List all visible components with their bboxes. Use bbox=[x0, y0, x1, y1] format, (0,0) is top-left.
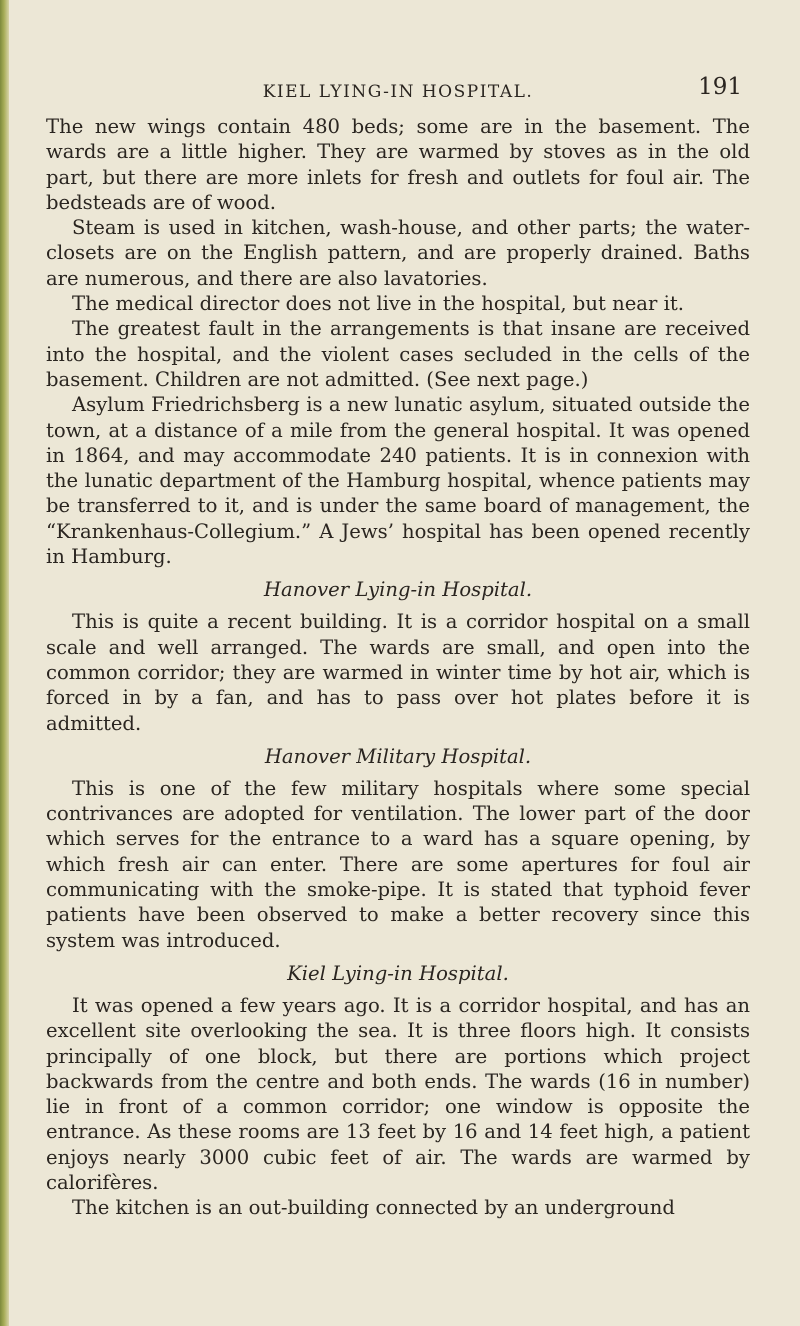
paragraph-new-wings: The new wings contain 480 beds; some are in the basement. The wards are a little higher. They are warmed by stoves as in the old part, but there are more inlets for fresh and outlets for foul air. The bedsteads are of wood. bbox=[46, 115, 750, 214]
paragraph-medical-director: The medical director does not live in the hospital, but near it. bbox=[72, 292, 684, 316]
book-page bbox=[46, 74, 750, 1221]
running-head: KIEL LYING-IN HOSPITAL. bbox=[262, 82, 534, 102]
paragraph-asylum: Asylum Friedrichsberg is a new lunatic asylum, situated outside the town, at a distance of a mile from the general hospital. It was opened in 1864, and may accommodate 240 patients. It is in connexion with the lunatic department of the Hamburg hospital, whence patients may be transferred to it, and is under the same board of management, the “Krankenhaus-Collegium.” A Jews’ hospital has been opened recently in Hamburg. bbox=[46, 393, 750, 569]
paragraph-kitchen: The kitchen is an out-building connected by an underground bbox=[72, 1196, 675, 1220]
section-heading-hanover-lying-in: Hanover Lying-in Hospital. bbox=[263, 578, 533, 602]
paragraph-hanover-military: This is one of the few military hospitals where some special contrivances are adopted for ventilation. The lower part of the door which serves for the entrance to a ward has a square opening, by which fresh air can enter. There are some apertures for foul air communicating with the smoke-pipe. It is stated that typhoid fever patients have been observed to make a better recovery since this system was introduced. bbox=[46, 776, 750, 952]
page-number: 191 bbox=[698, 74, 742, 100]
paragraph-greatest-fault: The greatest fault in the arrangements is that insane are received into the hospital, and the violent cases secluded in the cells of the basement. Children are not admitted. (See next page.) bbox=[46, 317, 750, 391]
book-binding-edge bbox=[0, 0, 9, 1326]
paragraph-steam: Steam is used in kitchen, wash-house, and other parts; the water-closets are on the English pattern, and are properly drained. Baths are numerous, and there are also lavatories. bbox=[46, 216, 750, 290]
page-header bbox=[46, 74, 750, 114]
paragraph-hanover-lying-in: This is quite a recent building. It is a corridor hospital on a small scale and well arranged. The wards are small, and open into the common corridor; they are warmed in winter time by hot air, which is forced in by a fan, and has to pass over hot plates before it is admitted. bbox=[46, 610, 750, 735]
section-heading-kiel-lying-in: Kiel Lying-in Hospital. bbox=[287, 961, 509, 985]
paragraph-kiel-lying-in: It was opened a few years ago. It is a corridor hospital, and has an excellent site overlooking the sea. It is three floors high. It consists principally of one block, but there are portions which project backwards from the centre and both ends. The wards (16 in number) lie in front of a common corridor; one window is opposite the entrance. As these rooms are 13 feet by 16 and 14 feet high, a patient enjoys nearly 3000 cubic feet of air. The wards are warmed by calorifères. bbox=[46, 993, 750, 1194]
section-heading-hanover-military: Hanover Military Hospital. bbox=[264, 744, 532, 768]
